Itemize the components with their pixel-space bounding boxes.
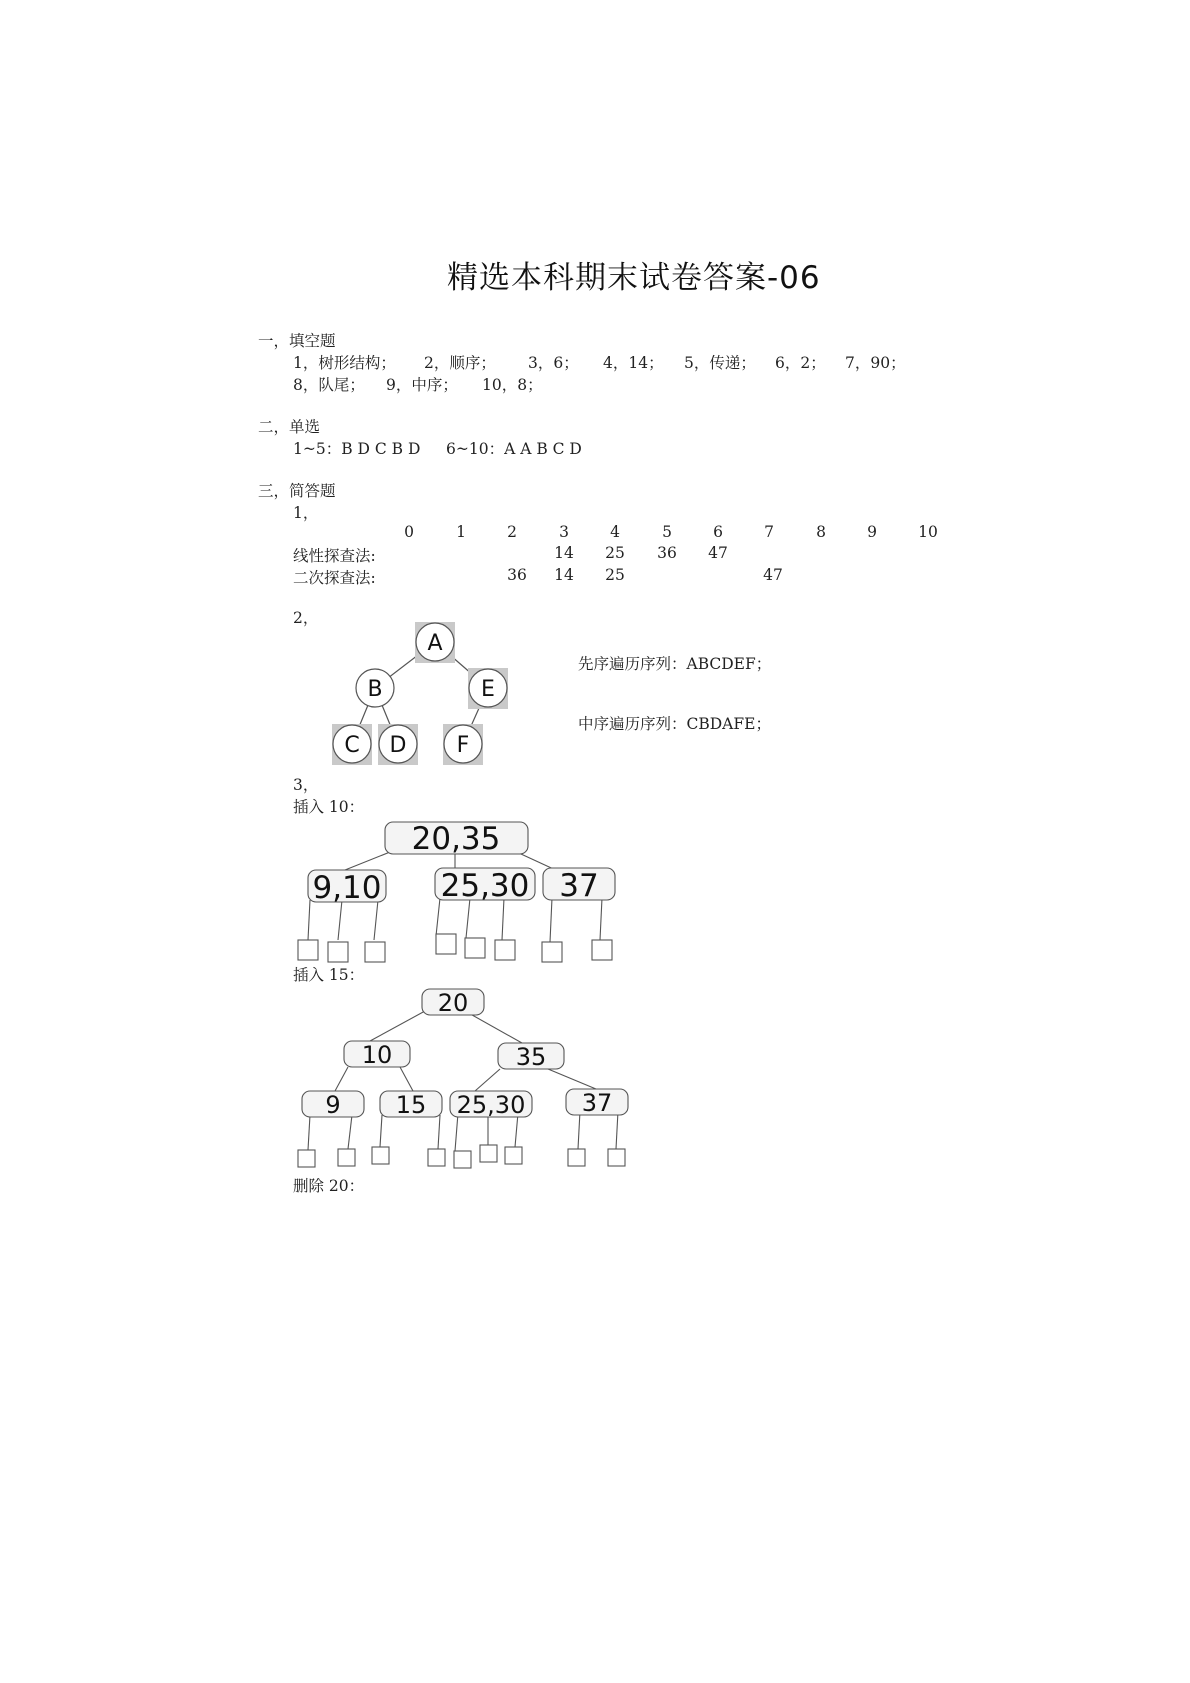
hash-col-3: 3 — [559, 523, 569, 541]
hash-col-2: 2 — [507, 523, 517, 541]
choice-answers-1-5: 1~5：B D C B D — [293, 440, 421, 458]
preorder-sequence: 先序遍历序列：ABCDEF； — [578, 655, 772, 673]
btree1-child-label-2: 25,30 — [440, 868, 530, 904]
linear-cell-3: 14 — [554, 544, 574, 562]
btree1-child-node-1 — [308, 870, 386, 906]
btree2-level2-node-4 — [566, 1089, 628, 1117]
btree1-root-label: 20,35 — [411, 821, 501, 857]
btree-insert15-diagram — [290, 985, 630, 1170]
btree2-level2-label-4: 37 — [581, 1089, 613, 1117]
fill-answer-8: 8，队尾； — [293, 376, 365, 394]
linear-cell-5: 36 — [657, 544, 677, 562]
binary-tree-diagram — [320, 610, 520, 780]
btree2-level2-label-1: 9 — [325, 1091, 341, 1119]
btree2-root-node — [422, 989, 484, 1017]
btree1-child-label-1: 9,10 — [312, 870, 382, 906]
btree2-level1-label-1: 10 — [361, 1041, 393, 1069]
fill-answer-2: 2，顺序； — [424, 354, 496, 372]
inorder-sequence: 中序遍历序列：CBDAFE； — [578, 715, 771, 733]
insert10-label: 插入 10： — [293, 798, 365, 816]
btree2-level2-label-2: 15 — [395, 1091, 427, 1119]
linear-probe-label: 线性探查法: — [293, 547, 376, 565]
section2-heading: 二，单选 — [258, 418, 321, 436]
linear-cell-6: 47 — [708, 544, 728, 562]
fill-answer-7: 7，90； — [845, 354, 906, 372]
tree-node-b — [356, 669, 394, 707]
tree-node-f-label: F — [456, 733, 470, 758]
quadratic-cell-3: 14 — [554, 566, 574, 584]
fill-answer-4: 4，14； — [603, 354, 664, 372]
btree1-leaf-boxes — [298, 934, 612, 962]
hash-col-1: 1 — [456, 523, 466, 541]
q3-label: 3， — [293, 776, 319, 794]
hash-col-0: 0 — [404, 523, 414, 541]
fill-answer-5: 5，传递； — [684, 354, 756, 372]
section1-heading: 一，填空题 — [258, 332, 336, 350]
tree-node-c — [332, 724, 372, 765]
hash-col-6: 6 — [713, 523, 723, 541]
q1-label: 1， — [293, 504, 319, 522]
hash-col-10: 10 — [918, 523, 938, 541]
quadratic-probe-label: 二次探查法: — [293, 569, 376, 587]
btree2-level2-node-3 — [450, 1091, 532, 1119]
btree2-level2-label-3: 25,30 — [456, 1091, 526, 1119]
fill-answer-6: 6，2； — [775, 354, 826, 372]
hash-col-9: 9 — [867, 523, 877, 541]
hash-col-7: 7 — [764, 523, 774, 541]
btree-insert10-diagram — [290, 818, 630, 963]
btree1-child-node-2 — [435, 868, 535, 904]
btree2-level1-node-1 — [344, 1041, 410, 1069]
fill-answer-3: 3，6； — [528, 354, 579, 372]
linear-cell-4: 25 — [605, 544, 625, 562]
btree2-level1-label-2: 35 — [515, 1043, 547, 1071]
btree2-root-label: 20 — [437, 989, 469, 1017]
tree-node-b-label: B — [367, 677, 383, 702]
fill-answer-1: 1，树形结构； — [293, 354, 396, 372]
hash-col-4: 4 — [610, 523, 620, 541]
hash-col-5: 5 — [662, 523, 672, 541]
tree-node-f — [443, 724, 483, 765]
tree-node-e — [468, 668, 508, 709]
btree1-child-node-3 — [543, 868, 615, 904]
tree-node-a — [415, 622, 455, 663]
fill-answer-10: 10，8； — [482, 376, 543, 394]
quadratic-cell-7: 47 — [763, 566, 783, 584]
tree-node-a-label: A — [427, 631, 443, 656]
tree-node-e-label: E — [481, 677, 495, 702]
tree-node-d — [378, 724, 418, 765]
fill-answer-9: 9，中序； — [386, 376, 458, 394]
quadratic-cell-2: 36 — [507, 566, 527, 584]
btree1-root-node — [385, 821, 528, 857]
insert15-label: 插入 15： — [293, 966, 365, 984]
tree-node-d-label: D — [389, 733, 407, 758]
btree2-level1-node-2 — [498, 1043, 564, 1071]
tree-node-c-label: C — [344, 733, 360, 758]
btree2-level2-node-2 — [380, 1091, 442, 1119]
page-title: 精选本科期末试卷答案-06 — [447, 260, 821, 296]
q2-label: 2， — [293, 609, 319, 627]
delete20-label: 删除 20： — [293, 1177, 365, 1195]
choice-answers-6-10: 6~10：A A B C D — [446, 440, 582, 458]
section3-heading: 三，简答题 — [258, 482, 336, 500]
btree2-level2-node-1 — [302, 1091, 364, 1119]
quadratic-cell-4: 25 — [605, 566, 625, 584]
btree1-child-label-3: 37 — [559, 868, 599, 904]
hash-col-8: 8 — [816, 523, 826, 541]
btree2-leaf-boxes — [298, 1145, 625, 1168]
